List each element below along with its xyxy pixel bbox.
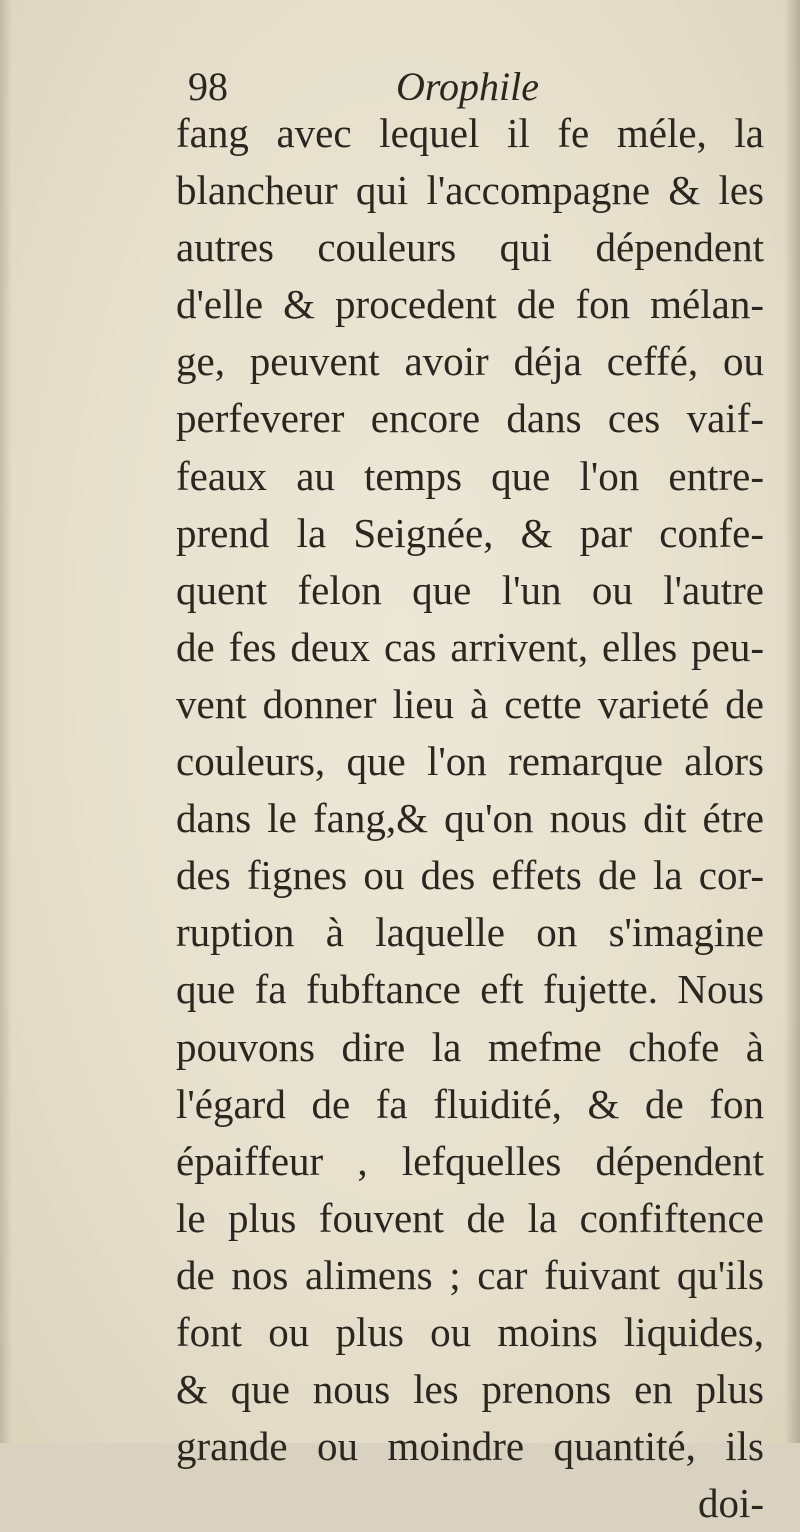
text-line: dans le fang,& qu'on nous dit étre: [176, 795, 764, 842]
text-line: que fa fubftance eft fujette. Nous: [176, 966, 764, 1013]
text-line: autres couleurs qui dépendent: [176, 224, 764, 271]
running-title: Orophile: [396, 64, 539, 109]
text-line: de fes deux cas arrivent, elles peu-: [176, 623, 764, 670]
page-edge-right: [784, 0, 800, 1443]
text-line: & que nous les prenons en plus: [176, 1366, 764, 1413]
text-line: d'elle & procedent de fon mélan-: [176, 281, 764, 328]
text-line: ge, peuvent avoir déja ceffé, ou: [176, 338, 764, 385]
text-line: perfeverer encore dans ces vaif-: [176, 395, 764, 442]
text-line: pouvons dire la mefme chofe à: [176, 1023, 764, 1070]
text-line: quent felon que l'un ou l'autre: [176, 566, 764, 613]
page-edge-left: [0, 0, 12, 1443]
text-line: fang avec lequel il fe méle, la: [176, 110, 764, 156]
text-line: épaiffeur , lefquelles dépendent: [176, 1137, 764, 1184]
page-number: 98: [188, 64, 228, 109]
text-line: font ou plus ou moins liquides,: [176, 1308, 764, 1355]
text-line: le plus fouvent de la confiftence: [176, 1194, 764, 1241]
text-line: blancheur qui l'accompagne & les: [176, 167, 764, 214]
text-line: des fignes ou des effets de la cor-: [176, 852, 764, 899]
text-line: de nos alimens ; car fuivant qu'ils: [176, 1251, 764, 1298]
text-line: grande ou moindre quantité, ils: [176, 1423, 764, 1470]
catchword: doi-: [697, 1480, 764, 1527]
text-line: feaux au temps que l'on entre-: [176, 452, 764, 499]
text-line: vent donner lieu à cette varieté de: [176, 680, 764, 727]
body-text: [176, 105, 764, 1532]
text-line: l'égard de fa fluidité, & de fon: [176, 1080, 764, 1127]
text-line: couleurs, que l'on remarque alors: [176, 738, 764, 785]
text-line: prend la Seignée, & par confe-: [176, 509, 764, 556]
text-line: ruption à laquelle on s'imagine: [176, 909, 764, 956]
